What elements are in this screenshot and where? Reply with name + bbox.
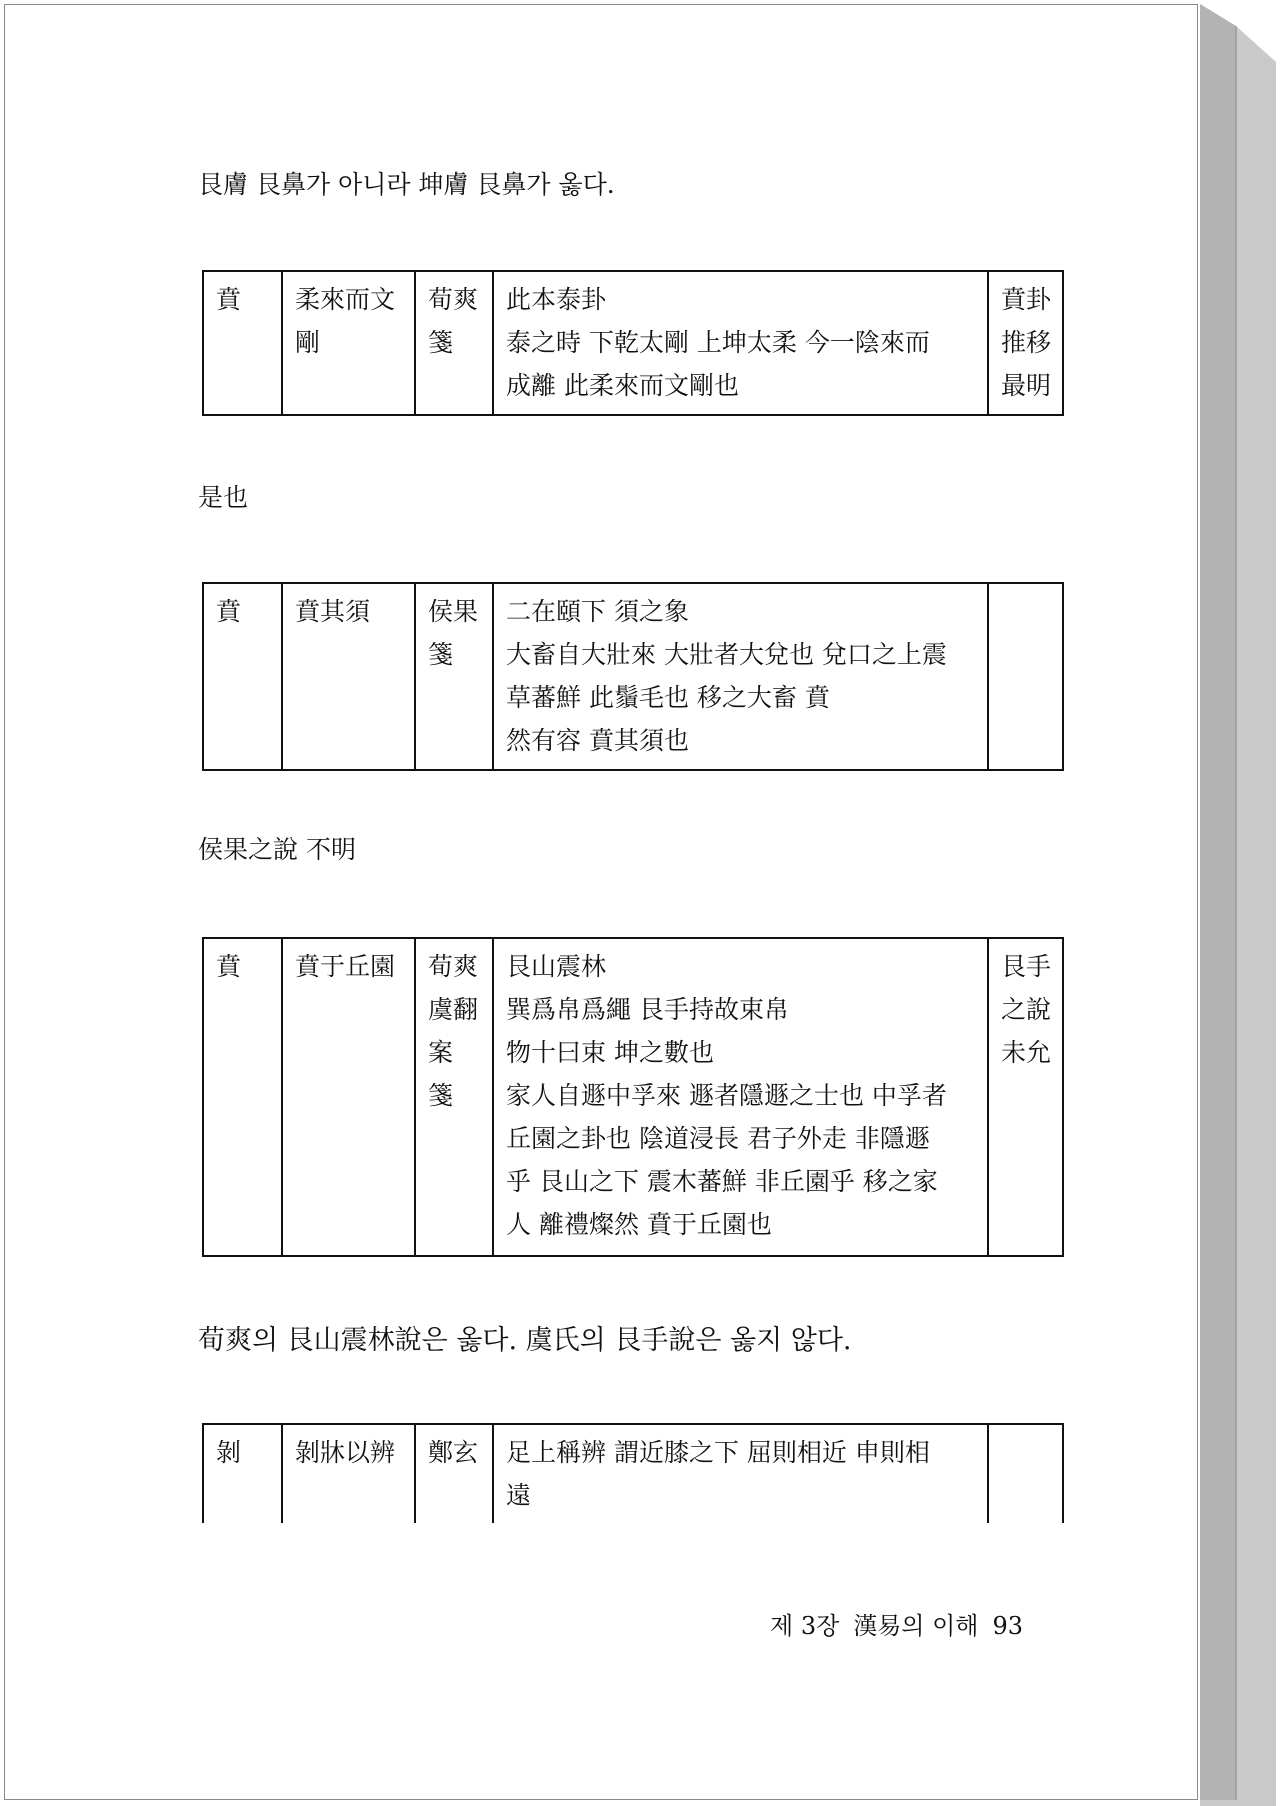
- chapter-title: 漢易의 이해: [853, 1612, 979, 1640]
- phrase-cell: 柔來而文 剛: [282, 271, 415, 415]
- paragraph-3: 侯果之說 不明: [198, 835, 356, 864]
- hexagram-cell: 剝: [203, 1424, 282, 1523]
- remark-cell: 艮手 之說 未允: [988, 938, 1063, 1256]
- book-page-edge: [1200, 0, 1276, 1806]
- commentary-cell: 艮山震林 巽爲帛爲繩 艮手持故束帛 物十曰束 坤之數也 家人自遯中孚來 遯者隱遯之士也 中孚者 丘園之卦也 陰道浸長 君子外走 非隱遯 乎 艮山之下 震木蕃鮮 非丘園乎 移之家 人 離禮燦然 賁于丘園也: [493, 938, 988, 1256]
- phrase-cell: 剝牀以辨: [282, 1424, 415, 1523]
- page-footer: [770, 1606, 1037, 1641]
- commentary-cell: 二在頤下 須之象 大畜自大壯來 大壯者大兌也 兌口之上震 草蕃鮮 此鬚毛也 移之大畜 賁 然有容 賁其須也: [493, 583, 988, 770]
- remark-cell: [988, 1424, 1063, 1523]
- remark-cell: 賁卦 推移 最明: [988, 271, 1063, 415]
- commentary-cell: 足上稱辨 謂近膝之下 屈則相近 申則相 遠: [493, 1424, 988, 1523]
- paragraph-4: 荀爽의 艮山震林說은 옳다. 虞氏의 艮手說은 옳지 않다.: [198, 1325, 852, 1356]
- phrase-cell: 賁其須: [282, 583, 415, 770]
- hexagram-cell: 賁: [203, 938, 282, 1256]
- table-row: [203, 583, 1063, 770]
- gloss-table-2: [202, 582, 1064, 771]
- source-cell: 鄭玄: [415, 1424, 493, 1523]
- phrase-cell: 賁于丘園: [282, 938, 415, 1256]
- paragraph-1: 艮膚 艮鼻가 아니라 坤膚 艮鼻가 옳다.: [198, 170, 615, 199]
- source-cell: 荀爽 箋: [415, 271, 493, 415]
- table-row: [203, 1424, 1063, 1523]
- gloss-table-4: [202, 1423, 1064, 1523]
- page-number: 93: [992, 1612, 1024, 1640]
- gloss-table-1: [202, 270, 1064, 416]
- table-row: [203, 938, 1063, 1256]
- hexagram-cell: 賁: [203, 583, 282, 770]
- chapter-label: 제 3장: [770, 1612, 840, 1640]
- remark-cell: [988, 583, 1063, 770]
- table-row: [203, 271, 1063, 415]
- source-cell: 侯果 箋: [415, 583, 493, 770]
- hexagram-cell: 賁: [203, 271, 282, 415]
- gloss-table-3: [202, 937, 1064, 1257]
- source-cell: 荀爽 虞翻 案 箋: [415, 938, 493, 1256]
- commentary-cell: 此本泰卦 泰之時 下乾太剛 上坤太柔 今一陰來而 成離 此柔來而文剛也: [493, 271, 988, 415]
- paragraph-2: 是也: [198, 483, 249, 512]
